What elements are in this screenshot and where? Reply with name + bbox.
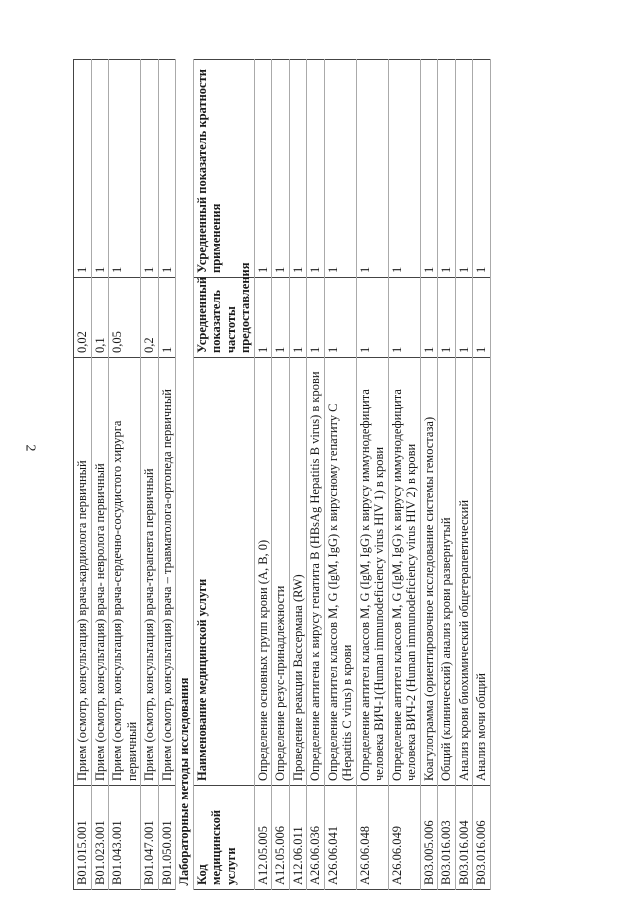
frequency-value: 1 xyxy=(455,278,473,358)
service-code: B03.016.006 xyxy=(473,786,491,890)
table-row xyxy=(388,59,420,889)
rotated-document-page xyxy=(73,60,579,890)
frequency-value: 1 xyxy=(158,278,176,358)
frequency-value: 1 xyxy=(356,278,388,358)
frequency-value: 0,2 xyxy=(141,278,159,358)
column-header-frequency: Усредненный показатель частоты предоставления xyxy=(193,278,254,358)
frequency-value: 0,1 xyxy=(91,278,109,358)
service-name: Проведение реакции Вассермана (RW) xyxy=(289,358,307,786)
service-name: Прием (осмотр, консультация) врача- невролога первичный xyxy=(91,358,109,786)
section-row xyxy=(176,59,193,889)
service-name: Прием (осмотр, консультация) врача – травматолога-ортопеда первичный xyxy=(158,358,176,786)
service-name: Анализ мочи общий xyxy=(473,358,491,786)
multiplicity-value: 1 xyxy=(307,59,325,277)
service-code: B03.005.006 xyxy=(420,786,438,890)
service-name: Определение антигена к вирусу гепатита B (HBsAg Hepatitis B virus) в крови xyxy=(307,358,325,786)
table-row xyxy=(324,59,356,889)
table-row xyxy=(74,60,92,890)
service-name: Прием (осмотр, консультация) врача-терапевта первичный xyxy=(141,358,159,786)
multiplicity-value: 1 xyxy=(254,59,272,277)
service-name: Определение антител классов M, G (IgM, IgG) к вирусному гепатиту C (Hepatitis C virus) в крови xyxy=(324,358,356,786)
page-number: 2 xyxy=(22,444,38,452)
multiplicity-value: 1 xyxy=(272,59,290,277)
table-row xyxy=(420,59,438,889)
service-name: Коагулограмма (ориентировочное исследование системы гемостаза) xyxy=(420,358,438,786)
multiplicity-value: 1 xyxy=(91,60,109,278)
multiplicity-value: 1 xyxy=(109,60,141,278)
service-name: Определение основных групп крови (A, B, 0) xyxy=(254,358,272,786)
frequency-value: 1 xyxy=(254,278,272,358)
multiplicity-value: 1 xyxy=(141,60,159,278)
frequency-value: 1 xyxy=(388,278,420,358)
frequency-value: 0,02 xyxy=(74,278,92,358)
lab-methods-table xyxy=(176,59,491,890)
column-header-multiplicity: Усредненный показатель кратности применения xyxy=(193,59,254,277)
service-code: B03.016.004 xyxy=(455,786,473,890)
service-name: Определение резус-принадлежности xyxy=(272,358,290,786)
multiplicity-value: 1 xyxy=(158,60,176,278)
service-code: A26.06.048 xyxy=(356,786,388,890)
table-row xyxy=(307,59,325,889)
multiplicity-value: 1 xyxy=(289,59,307,277)
service-code: A12.05.005 xyxy=(254,786,272,890)
multiplicity-value: 1 xyxy=(356,59,388,277)
multiplicity-value: 1 xyxy=(455,59,473,277)
table-row xyxy=(455,59,473,889)
service-code: B01.023.001 xyxy=(91,786,109,890)
table-row xyxy=(109,60,141,890)
service-code: B03.016.003 xyxy=(438,786,456,890)
table-row xyxy=(158,60,176,890)
frequency-value: 1 xyxy=(307,278,325,358)
service-code: B01.015.001 xyxy=(74,786,92,890)
column-header-code: Код медицинской услуги xyxy=(193,786,254,890)
table-row xyxy=(272,59,290,889)
frequency-value: 1 xyxy=(289,278,307,358)
frequency-value: 0,05 xyxy=(109,278,141,358)
frequency-value: 1 xyxy=(473,278,491,358)
service-name: Прием (осмотр, консультация) врача-сердечно-сосудистого хирурга первичный xyxy=(109,358,141,786)
service-name: Анализ крови биохимический общетерапевтический xyxy=(455,358,473,786)
service-name: Общий (клинический) анализ крови развернутый xyxy=(438,358,456,786)
service-code: A12.06.011 xyxy=(289,786,307,890)
service-code: B01.050.001 xyxy=(158,786,176,890)
table-row xyxy=(141,60,159,890)
table-row xyxy=(289,59,307,889)
frequency-value: 1 xyxy=(420,278,438,358)
service-code: A26.06.041 xyxy=(324,786,356,890)
service-code: A26.06.036 xyxy=(307,786,325,890)
specialist-consultations-table xyxy=(73,59,176,890)
service-code: A12.05.006 xyxy=(272,786,290,890)
service-code: B01.047.001 xyxy=(141,786,159,890)
table-row xyxy=(473,59,491,889)
multiplicity-value: 1 xyxy=(438,59,456,277)
service-code: A26.06.049 xyxy=(388,786,420,890)
service-name: Определение антител классов M, G (IgM, IgG) к вирусу иммунодефицита человека ВИЧ-2 (Human immunodeficiency virus HIV 2) в крови xyxy=(388,358,420,786)
column-header-name: Наименование медицинской услуги xyxy=(193,358,254,786)
table-row xyxy=(356,59,388,889)
service-code: B01.043.001 xyxy=(109,786,141,890)
frequency-value: 1 xyxy=(272,278,290,358)
table-row xyxy=(438,59,456,889)
multiplicity-value: 1 xyxy=(74,60,92,278)
table-row xyxy=(254,59,272,889)
multiplicity-value: 1 xyxy=(324,59,356,277)
multiplicity-value: 1 xyxy=(473,59,491,277)
table-row xyxy=(91,60,109,890)
multiplicity-value: 1 xyxy=(388,59,420,277)
multiplicity-value: 1 xyxy=(420,59,438,277)
table-header-row xyxy=(193,59,254,889)
frequency-value: 1 xyxy=(438,278,456,358)
section-title: Лабораторные методы исследования xyxy=(176,59,193,889)
frequency-value: 1 xyxy=(324,278,356,358)
service-name: Определение антител классов M, G (IgM, IgG) к вирусу иммунодефицита человека ВИЧ-1(Human immunodeficiency virus HIV 1) в крови xyxy=(356,358,388,786)
service-name: Прием (осмотр, консультация) врача-кардиолога первичный xyxy=(74,358,92,786)
